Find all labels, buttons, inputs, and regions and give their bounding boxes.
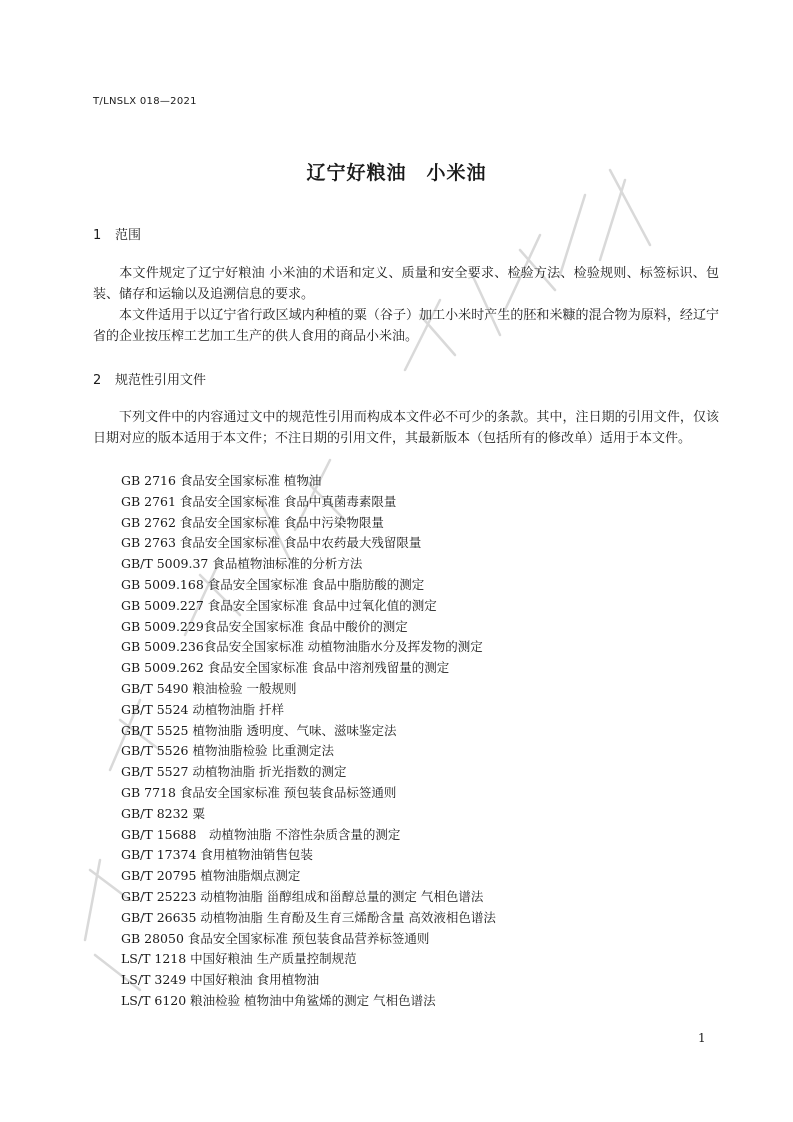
reference-item: LS/T 1218 中国好粮油 生产质量控制规范 <box>121 951 357 967</box>
reference-item: GB/T 20795 植物油脂烟点测定 <box>121 868 301 884</box>
paragraph-text: 本文件规定了辽宁好粮油 小米油的术语和定义、质量和安全要求、检验方法、检验规则、标签标识、包装、储存和运输以及追溯信息的要求。 <box>93 266 719 302</box>
reference-item: GB 7718 食品安全国家标准 预包装食品标签通则 <box>121 784 397 800</box>
reference-list <box>121 471 496 1012</box>
reference-item: LS/T 6120 粮油检验 植物油中角鲨烯的测定 气相色谱法 <box>121 992 436 1008</box>
reference-item: GB 28050 食品安全国家标准 预包装食品营养标签通则 <box>121 930 430 946</box>
section-1-paragraph-2 <box>93 305 719 347</box>
reference-item: GB 5009.168 食品安全国家标准 食品中脂肪酸的测定 <box>121 576 425 592</box>
reference-item: GB 5009.229食品安全国家标准 食品中酸价的测定 <box>121 618 408 634</box>
reference-item: GB/T 5009.37 食品植物油标准的分析方法 <box>121 556 363 572</box>
reference-item: GB 2716 食品安全国家标准 植物油 <box>121 473 322 488</box>
reference-item: GB/T 25223 动植物油脂 甾醇组成和甾醇总量的测定 气相色谱法 <box>121 888 484 904</box>
reference-item: GB 5009.262 食品安全国家标准 食品中溶剂残留量的测定 <box>121 660 450 676</box>
reference-item: GB/T 5526 植物油脂检验 比重测定法 <box>121 743 334 759</box>
section-1-heading <box>93 224 141 243</box>
reference-item: GB/T 26635 动植物油脂 生育酚及生育三烯酚含量 高效液相色谱法 <box>121 909 496 925</box>
reference-item: GB/T 15688 动植物油脂 不溶性杂质含量的测定 <box>121 826 401 842</box>
reference-item: GB 5009.236食品安全国家标准 动植物油脂水分及挥发物的测定 <box>121 639 483 655</box>
reference-item: GB/T 17374 食用植物油销售包装 <box>121 847 313 863</box>
section-1-title: 范围 <box>115 228 142 243</box>
standard-code: T/LNSLX 018—2021 <box>93 96 197 107</box>
section-2-title: 规范性引用文件 <box>115 373 207 388</box>
reference-item: GB/T 5524 动植物油脂 扦样 <box>121 701 284 717</box>
reference-item: GB 2762 食品安全国家标准 食品中污染物限量 <box>121 514 384 530</box>
reference-item: GB/T 8232 粟 <box>121 805 205 821</box>
reference-item: LS/T 3249 中国好粮油 食用植物油 <box>121 972 320 988</box>
paragraph-text: 下列文件中的内容通过文中的规范性引用而构成本文件必不可少的条款。其中，注日期的引用文件，仅该日期对应的版本适用于本文件；不注日期的引用文件，其最新版本（包括所有的修改单）适用于本文件。 <box>93 410 719 446</box>
section-1-paragraph-1 <box>93 263 719 305</box>
section-2-heading <box>93 369 206 388</box>
reference-item: GB/T 5525 植物油脂 透明度、气味、滋味鉴定法 <box>121 722 397 738</box>
section-2-intro <box>93 407 719 449</box>
reference-item: GB/T 5490 粮油检验 一般规则 <box>121 680 297 696</box>
section-1-number: 1 <box>93 228 102 243</box>
paragraph-text: 本文件适用于以辽宁省行政区域内种植的粟（谷子）加工小米时产生的胚和米糠的混合物为原料，经辽宁省的企业按压榨工艺加工生产的供人食用的商品小米油。 <box>93 308 719 344</box>
document-title: 辽宁好粮油 小米油 <box>306 162 487 184</box>
reference-item: GB 2763 食品安全国家标准 食品中农药最大残留限量 <box>121 535 422 551</box>
section-2-number: 2 <box>93 373 102 388</box>
reference-item: GB 2761 食品安全国家标准 食品中真菌毒素限量 <box>121 493 397 509</box>
reference-item: GB 5009.227 食品安全国家标准 食品中过氧化值的测定 <box>121 597 437 613</box>
reference-item: GB/T 5527 动植物油脂 折光指数的测定 <box>121 764 347 780</box>
page-number: 1 <box>698 1031 706 1045</box>
